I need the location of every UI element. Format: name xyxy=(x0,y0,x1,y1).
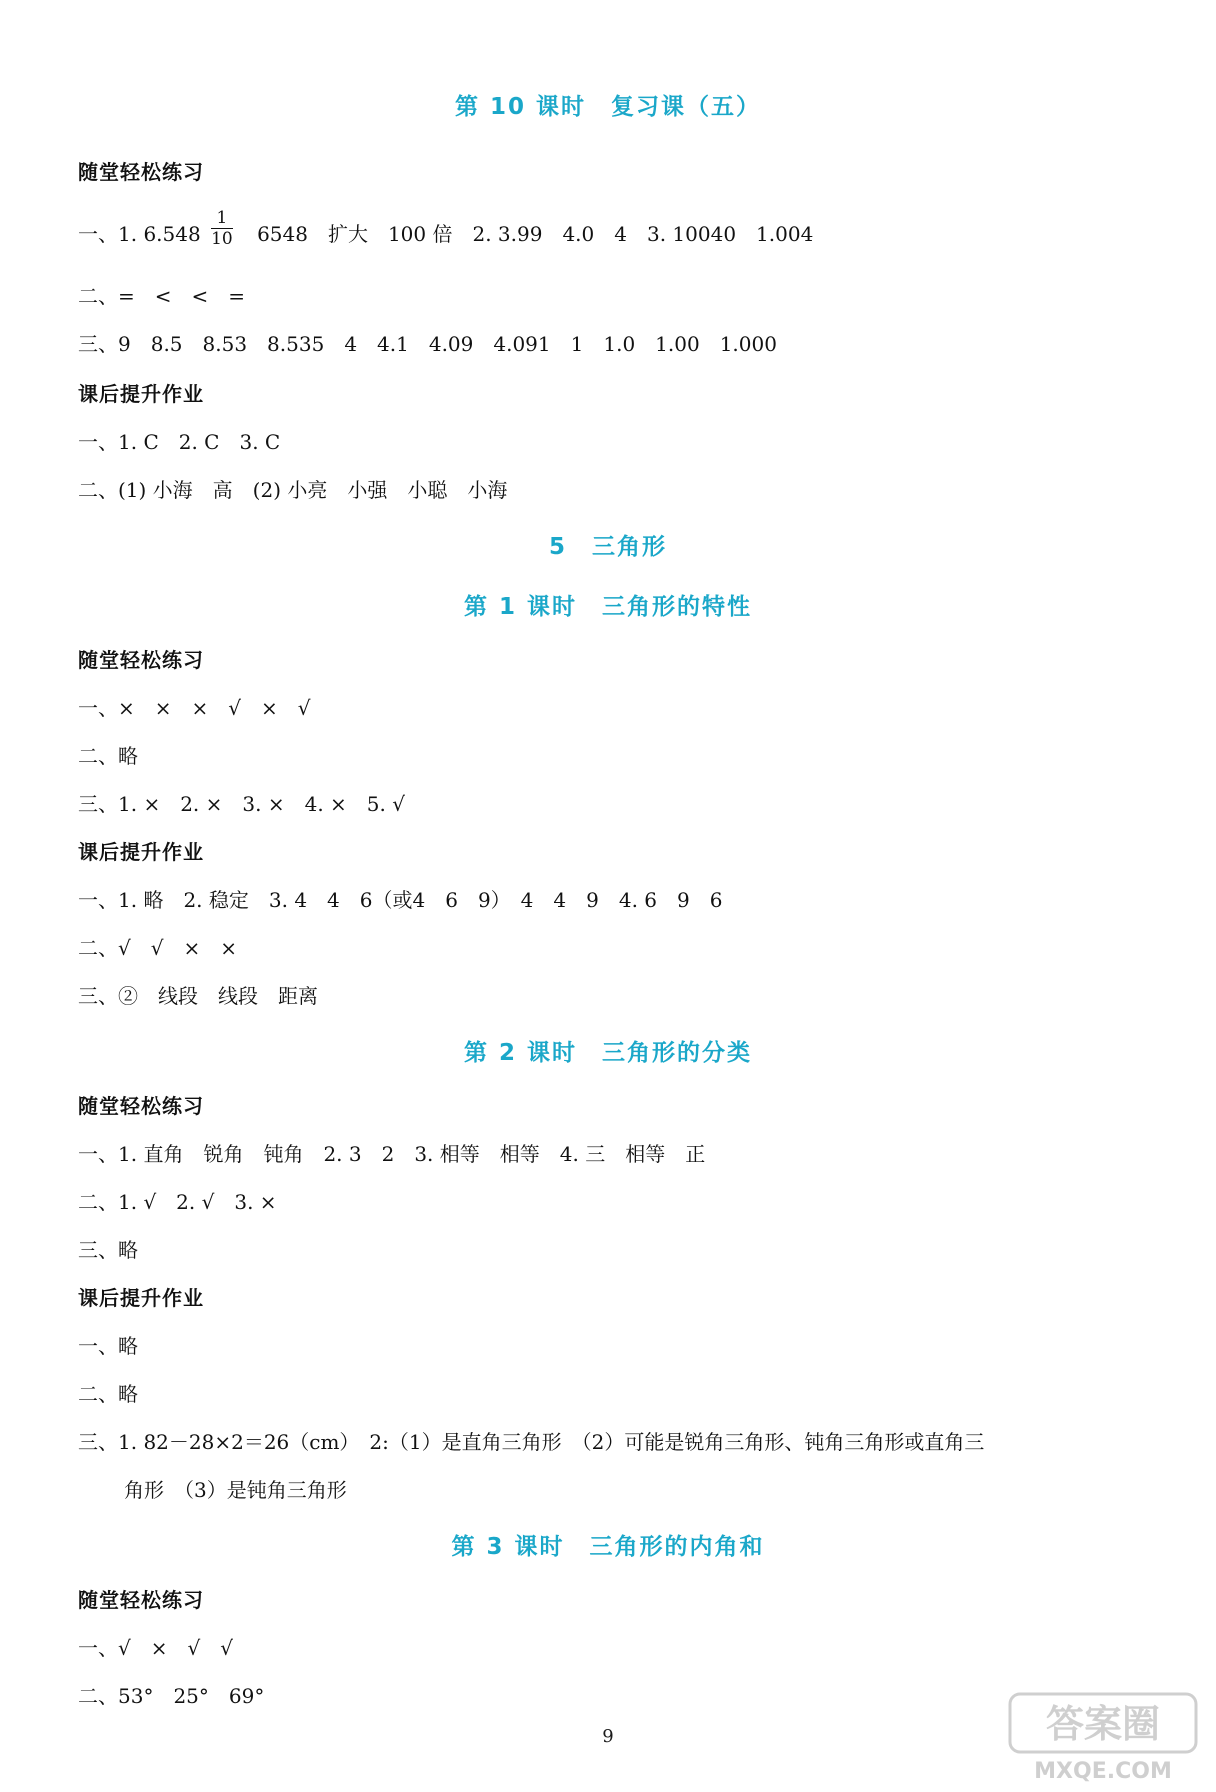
fraction-numerator: 1 xyxy=(211,208,233,229)
lesson1-heading-practice: 随堂轻松练习 xyxy=(78,648,204,672)
lesson1-line-1: 一、× × × √ × √ xyxy=(78,696,311,720)
fraction-denominator: 10 xyxy=(211,229,233,249)
lesson10-heading-homework: 课后提升作业 xyxy=(78,382,204,406)
lesson10-line-1 xyxy=(78,208,814,249)
watermark-logo xyxy=(1008,1690,1198,1786)
lesson3-line-2: 二、53° 25° 69° xyxy=(78,1684,265,1708)
lesson10-line-4: 一、1. C 2. C 3. C xyxy=(78,430,281,454)
lesson10-title: 第 10 课时 复习课（五） xyxy=(454,94,762,120)
lesson2-line-1: 一、1. 直角 锐角 钝角 2. 3 2 3. 相等 相等 4. 三 相等 正 xyxy=(78,1142,706,1166)
lesson10-line-3: 三、9 8.5 8.53 8.535 4 4.1 4.09 4.091 1 1.0 1.00 1.000 xyxy=(78,332,777,356)
watermark-url: MXQE.COM xyxy=(1034,1759,1172,1784)
fraction xyxy=(211,208,233,249)
lesson10-line-5: 二、(1) 小海 高 (2) 小亮 小强 小聪 小海 xyxy=(78,478,508,502)
lesson1-title: 第 1 课时 三角形的特性 xyxy=(463,594,753,620)
unit5-title: 5 三角形 xyxy=(548,534,667,560)
lesson2-line-6: 三、1. 82－28×2＝26（cm） 2:（1）是直角三角形 （2）可能是锐角三角形、钝角三角形或直角三 xyxy=(78,1430,985,1454)
lesson2-line-3: 三、略 xyxy=(78,1238,138,1262)
watermark-text: 答案圈 xyxy=(1045,1702,1161,1746)
lesson1-line-6: 三、② 线段 线段 距离 xyxy=(78,984,318,1008)
lesson2-line-2: 二、1. √ 2. √ 3. × xyxy=(78,1190,277,1214)
lesson1-line-4: 一、1. 略 2. 稳定 3. 4 4 6（或4 6 9） 4 4 9 4. 6 9 6 xyxy=(78,888,723,912)
lesson10-line-1-a: 一、1. 6.548 xyxy=(78,222,201,246)
lesson10-heading-practice: 随堂轻松练习 xyxy=(78,160,204,184)
lesson2-title: 第 2 课时 三角形的分类 xyxy=(463,1040,753,1066)
lesson3-heading-practice: 随堂轻松练习 xyxy=(78,1588,204,1612)
lesson10-line-2: 二、= < < = xyxy=(78,284,246,308)
watermark-icon xyxy=(1008,1690,1198,1786)
lesson1-line-3: 三、1. × 2. × 3. × 4. × 5. √ xyxy=(78,792,405,816)
lesson1-line-2: 二、略 xyxy=(78,744,138,768)
page-number: 9 xyxy=(602,1726,614,1747)
lesson3-line-1: 一、√ × √ √ xyxy=(78,1636,233,1660)
lesson2-line-5: 二、略 xyxy=(78,1382,138,1406)
lesson2-line-7: 角形 （3）是钝角三角形 xyxy=(124,1478,347,1502)
lesson2-heading-practice: 随堂轻松练习 xyxy=(78,1094,204,1118)
lesson1-line-5: 二、√ √ × × xyxy=(78,936,238,960)
lesson10-line-1-b: 6548 扩大 100 倍 2. 3.99 4.0 4 3. 10040 1.004 xyxy=(257,222,814,246)
lesson1-heading-homework: 课后提升作业 xyxy=(78,840,204,864)
lesson3-title: 第 3 课时 三角形的内角和 xyxy=(451,1534,765,1560)
lesson2-line-4: 一、略 xyxy=(78,1334,138,1358)
lesson2-heading-homework: 课后提升作业 xyxy=(78,1286,204,1310)
